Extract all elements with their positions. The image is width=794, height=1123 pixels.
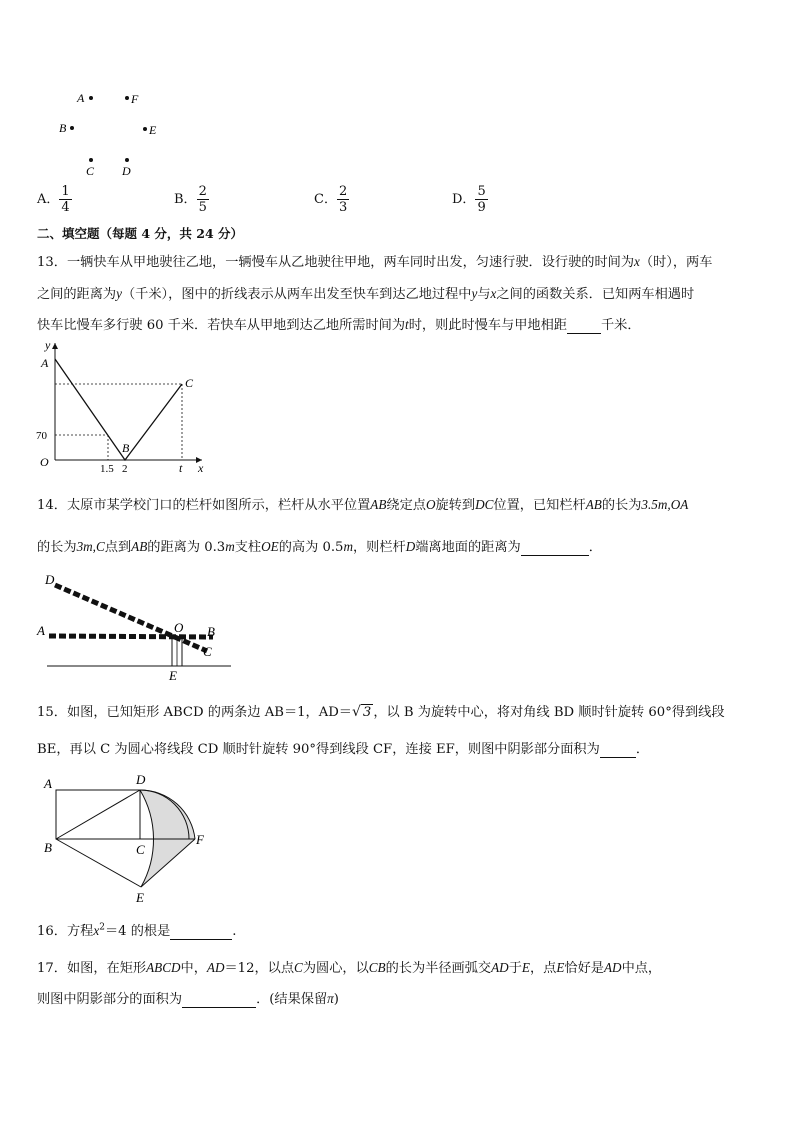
q13-graph bbox=[30, 337, 220, 477]
q13-line-1: 13．一辆快车从甲地驶往乙地，一辆慢车从乙地驶往甲地，两车同时出发，匀速行驶．设行驶的时间为x（时），两车 bbox=[37, 254, 713, 270]
q12-option-b-fraction: $\frac{2}{5}$ bbox=[198, 184, 207, 215]
fig14-bar-dc bbox=[55, 585, 207, 651]
fig15-d-label: D bbox=[136, 772, 146, 787]
q15-answer-blank[interactable] bbox=[600, 742, 636, 758]
q12-option-a-fraction: $\frac{1}{4}$ bbox=[61, 184, 70, 215]
graph13-2-label: 2 bbox=[122, 463, 128, 475]
q12-option-c-fraction: $\frac{2}{3}$ bbox=[338, 184, 348, 215]
graph13-polyline bbox=[55, 359, 182, 460]
graph13-b-label: B bbox=[122, 441, 130, 455]
point-f-label: F bbox=[131, 92, 139, 106]
q14-line-1: 14．太原市某学校门口的栏杆如图所示，栏杆从水平位置AB绕定点O旋转到DC位置，已知栏杆AB的长为3.5m,OA bbox=[37, 497, 689, 513]
fig14-a-label: A bbox=[37, 623, 45, 638]
point-c-label: C bbox=[86, 164, 95, 178]
q15-figure bbox=[40, 770, 220, 910]
point-c-dot bbox=[89, 158, 93, 162]
point-f-dot bbox=[125, 96, 129, 100]
point-b-dot bbox=[70, 126, 74, 130]
points-figure bbox=[55, 85, 175, 180]
q13-answer-blank[interactable] bbox=[567, 318, 601, 334]
fig15-diagonal-bd bbox=[56, 790, 140, 839]
q17-line-1: 17．如图，在矩形ABCD中，AD＝12，以点C为圆心，以CB的长为半径画弧交AD于E，点E恰好是AD中点， bbox=[37, 960, 662, 976]
q12-option-a: A． $\frac{1}{4}$ bbox=[37, 184, 70, 215]
q13-line-2: 之间的距离为y（千米），图中的折线表示从两车出发至快车到达乙地过程中y与x之间的函数关系．已知两车相遇时 bbox=[37, 286, 695, 302]
fig14-bar-ab bbox=[49, 636, 213, 637]
graph13-x-label: x bbox=[198, 461, 204, 475]
point-a-dot bbox=[89, 96, 93, 100]
fig14-d-label: D bbox=[45, 572, 55, 587]
q12-option-d-fraction: $\frac{5}{9}$ bbox=[477, 184, 486, 215]
fig15-e-label: E bbox=[136, 890, 144, 905]
fig15-a-label: A bbox=[44, 776, 52, 791]
point-e-dot bbox=[143, 127, 147, 131]
q15-line-2: BE，再以 C 为圆心将线段 CD 顺时针旋转 90°得到线段 CF，连接 EF，则图中阴影部分面积为 ． bbox=[37, 742, 649, 757]
point-e-label: E bbox=[149, 123, 157, 137]
fig15-f-label: F bbox=[196, 832, 204, 847]
q17-line-2: 则图中阴影部分的面积为 ．(结果保留π) bbox=[37, 991, 339, 1007]
fig14-b-label: B bbox=[207, 624, 215, 639]
q14-line-2: 的长为3m,C点到AB的距离为 0.3m支柱OE的高为 0.5m，则栏杆D端离地面的距离为 ． bbox=[37, 539, 602, 555]
fig14-o-label: O bbox=[174, 620, 184, 635]
q15-line-1: 15．如图，已知矩形 ABCD 的两条边 AB＝1，AD＝√ 3 ，以 B 为旋转中心，将对角线 BD 顺时针旋转 60°得到线段 bbox=[37, 704, 725, 720]
graph13-15-label: 1.5 bbox=[100, 463, 114, 475]
point-d-label: D bbox=[122, 164, 131, 178]
graph13-t-label: t bbox=[179, 461, 183, 475]
q12-option-b: B． $\frac{2}{5}$ bbox=[174, 184, 207, 215]
graph13-c-label: C bbox=[185, 376, 194, 390]
q16-line: 16．方程$x^2=4$ 的根是 . bbox=[37, 922, 237, 939]
fig14-c-label: C bbox=[203, 644, 212, 659]
graph13-a-label: A bbox=[41, 356, 49, 370]
point-a-label: A bbox=[77, 91, 85, 105]
point-b-label: B bbox=[59, 121, 67, 135]
fig15-b-label: B bbox=[44, 840, 52, 855]
fig14-e-label: E bbox=[169, 668, 177, 683]
q12-option-d: D． $\frac{5}{9}$ bbox=[452, 184, 486, 215]
graph13-y-label: y bbox=[45, 338, 51, 352]
point-d-dot bbox=[125, 158, 129, 162]
q13-line-3: 快车比慢车多行驶 60 千米．若快车从甲地到达乙地所需时间为t时，则此时慢车与甲地相距 千米． bbox=[37, 317, 641, 333]
graph13-70-label: 70 bbox=[36, 430, 47, 442]
q14-answer-blank[interactable] bbox=[521, 540, 589, 556]
fig15-segment-be bbox=[56, 839, 141, 887]
section-title: 二、填空题（每题 4 分，共 24 分） bbox=[37, 226, 244, 241]
fig15-c-label: C bbox=[136, 842, 145, 857]
q14-figure bbox=[35, 570, 235, 685]
graph13-o-label: O bbox=[40, 455, 49, 469]
q16-answer-blank[interactable] bbox=[170, 924, 232, 940]
q17-answer-blank[interactable] bbox=[182, 992, 256, 1008]
q12-option-c: C． $\frac{2}{3}$ bbox=[314, 184, 348, 215]
